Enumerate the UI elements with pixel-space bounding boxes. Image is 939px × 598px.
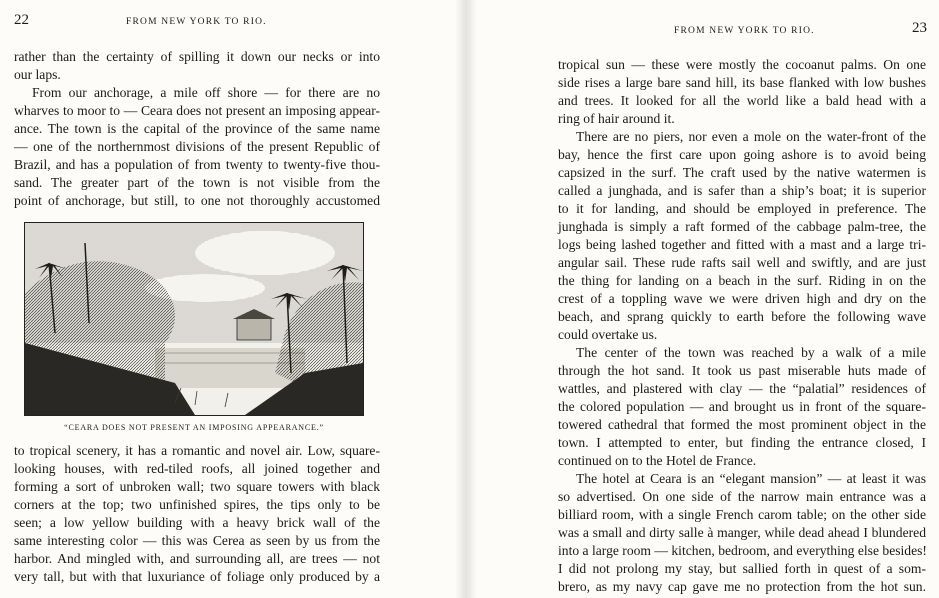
text-line: capsized in the surf. The craft used by the native watermen is xyxy=(558,165,926,180)
text-line: brero, as my navy cap gave me no protection from the hot sun. xyxy=(558,579,926,594)
engraving-illustration xyxy=(24,222,364,416)
text-line: and trees. It looked for all the world like a bald head with a xyxy=(558,93,926,108)
text-line: very tall, but with that luxuriance of foliage only produced by a xyxy=(14,569,380,584)
text-line: crest of a toppling wave we were driven high and dry on the xyxy=(558,291,926,306)
text-line: bay, hence the first care upon going ashore is to avoid being xyxy=(558,147,926,162)
text-line: the thing for landing on a beach in the surf. Riding in on the xyxy=(558,273,926,288)
text-line: sand. The greater part of the town is not visible from the xyxy=(14,175,380,190)
text-line: continued on to the Hotel de France. xyxy=(558,453,757,468)
text-line: There are no piers, nor even a mole on the water-front of the xyxy=(576,129,926,144)
text-line: forming a sort of unbroken wall; two square towers with black xyxy=(14,479,380,494)
text-line: looking houses, with red-tiled roofs, all joined together and xyxy=(14,461,380,476)
page-number-right: 23 xyxy=(912,20,927,36)
text-line: point of anchorage, but still, to one not thoroughly accustomed xyxy=(14,193,380,208)
text-line: so advertised. On one side of the narrow main entrance was a xyxy=(558,489,926,504)
text-line: tropical sun — these were mostly the cocoanut palms. On one xyxy=(558,57,926,72)
text-line: billiard room, with a single French carom table; on the other side xyxy=(558,507,926,522)
text-line: to it for landing, and should be employed in preference. The xyxy=(558,201,926,216)
running-head-right: FROM NEW YORK TO RIO. xyxy=(674,26,815,36)
left-page xyxy=(0,0,460,598)
text-line: — one of the northernmost divisions of the present Republic of xyxy=(14,139,380,154)
text-line: beach, and sprang quickly to earth before the following wave xyxy=(558,309,926,324)
text-line: ance. The town is the capital of the province of the same name xyxy=(14,121,380,136)
engraving-icon xyxy=(25,223,363,415)
text-line: ring of hair around it. xyxy=(558,111,675,126)
text-line: logs being lashed together and fitted with a mast and a large tri- xyxy=(558,237,926,252)
text-line: the colored population — and brought us in front of the square- xyxy=(558,399,926,414)
text-line: From our anchorage, a mile off shore — for there are no xyxy=(32,85,380,100)
text-line: wharves to moor to — Ceara does not present an imposing appear- xyxy=(14,103,380,118)
running-head-left: FROM NEW YORK TO RIO. xyxy=(126,17,267,27)
text-line: wattles, and plastered with clay — the “palatial” residences of xyxy=(558,381,926,396)
text-line: to tropical scenery, it has a romantic and novel air. Low, square- xyxy=(14,443,380,458)
text-line: town. I attempted to enter, but finding the entrance closed, I xyxy=(558,435,926,450)
text-line: towered cathedral that formed the most prominent object in the xyxy=(558,417,926,432)
text-line: junghada is simply a raft formed of the cabbage palm-tree, the xyxy=(558,219,926,234)
text-line: could overtake us. xyxy=(558,327,658,342)
text-line: harbor. And mingled with, and surrounding all, are trees — not xyxy=(14,551,380,566)
figure-caption: “CEARA DOES NOT PRESENT AN IMPOSING APPEARANCE.” xyxy=(64,423,324,432)
text-line: angular sail. These rude rafts sail well and swiftly, and are just xyxy=(558,255,926,270)
text-line: our laps. xyxy=(14,67,61,82)
text-line: into a large room — kitchen, bedroom, and everything else besides! xyxy=(558,543,927,558)
page-number-left: 22 xyxy=(14,12,29,28)
text-line: seen; a low yellow building with a heavy brick wall of the xyxy=(14,515,380,530)
text-line: same interesting color — this was Cerea as seen by us from the xyxy=(14,533,380,548)
text-line: rather than the certainty of spilling it down our necks or into xyxy=(14,49,380,64)
text-line: called a junghada, and is safer than a ship’s boat; it is superior xyxy=(558,183,926,198)
text-line: side rises a large bare sand hill, its base flanked with low bushes xyxy=(558,75,926,90)
text-line: The hotel at Ceara is an “elegant mansion” — at least it was xyxy=(576,471,926,486)
text-line: The center of the town was reached by a walk of a mile xyxy=(576,345,926,360)
text-line: Brazil, and has a population of from twenty to twenty-five thou- xyxy=(14,157,380,172)
right-page xyxy=(470,0,939,598)
text-line: I did not prolong my stay, but sallied forth in quest of a som- xyxy=(558,561,926,576)
text-line: was a small and dirty salle à manger, while dead ahead I blundered xyxy=(558,525,926,540)
text-line: corners at the top; two unfinished spires, the tips only to be xyxy=(14,497,380,512)
text-line: through the hot sand. It took us past miserable huts made of xyxy=(558,363,926,378)
